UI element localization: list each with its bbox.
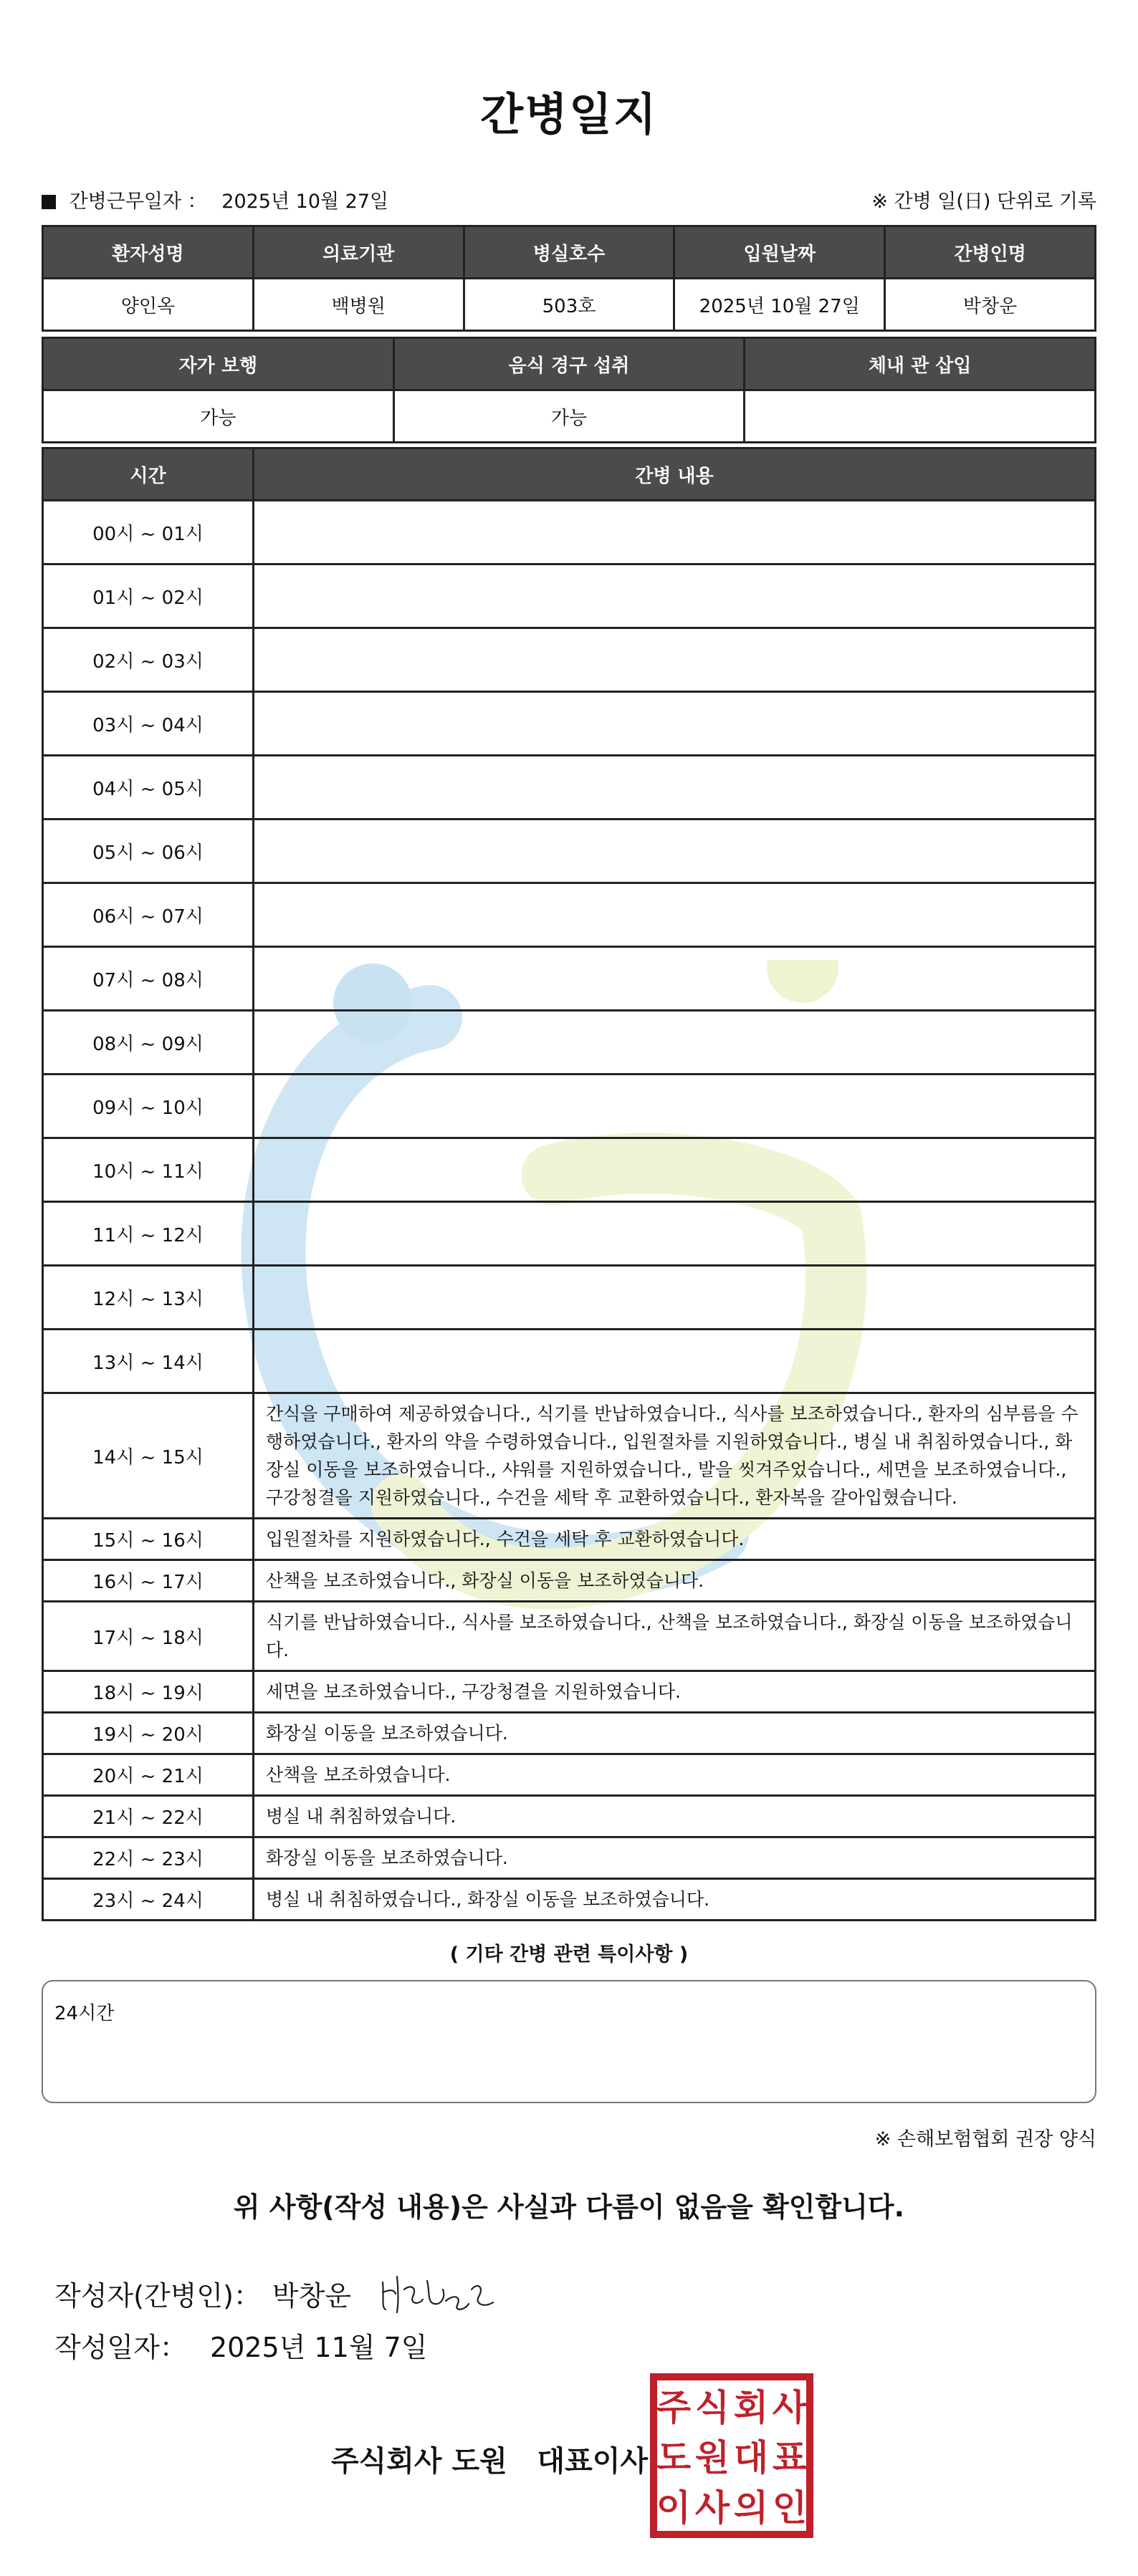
log-content: 병실 내 취침하였습니다. — [254, 1796, 1096, 1837]
seal-character: 사 — [694, 2487, 730, 2529]
record-note: ※ 간병 일(日) 단위로 기록 — [871, 190, 1096, 213]
recommend-note: ※ 손해보험협회 권장 양식 — [874, 2128, 1096, 2150]
company-representative: 주식회사 도원 대표이사 — [331, 2445, 649, 2478]
log-content: 간식을 구매하여 제공하였습니다., 식기를 반납하였습니다., 식사를 보조하였습니다., 환자의 심부름을 수행하였습니다., 환자의 약을 수령하였습니다., 입원절차를 지원하였습니다., 병실 내 취침하였습니다., 화장실 이동을 보조하였습니다., 샤워를 지원하였습니다., 발을 씻겨주었습니다., 세면을 보조하였습니다., 구강청결을 지원하였습니다., 수건을 세탁 후 교환하였습니다., 환자복을 갈아입혔습니다. — [254, 1393, 1096, 1519]
document-title: 간병일지 — [480, 88, 658, 140]
seal-character: 도 — [656, 2437, 692, 2479]
header-walking: 자가 보행 — [43, 338, 394, 390]
log-time: 21시 ~ 22시 — [43, 1796, 254, 1837]
log-time: 17시 ~ 18시 — [43, 1602, 254, 1671]
log-time: 08시 ~ 09시 — [43, 1011, 254, 1075]
log-time: 02시 ~ 03시 — [43, 628, 254, 692]
seal-character: 원 — [694, 2437, 730, 2479]
walking-value: 가능 — [43, 390, 394, 443]
log-row — [43, 1011, 1096, 1075]
log-row — [43, 1075, 1096, 1138]
log-time: 12시 ~ 13시 — [43, 1266, 254, 1330]
log-row — [43, 883, 1096, 947]
tube-value — [745, 390, 1096, 443]
seal-character: 이 — [656, 2487, 692, 2529]
log-row — [43, 947, 1096, 1011]
log-content — [254, 692, 1096, 756]
work-date-label: 간병근무일자 ： — [69, 190, 207, 213]
admission-date: 2025년 10월 27일 — [674, 279, 885, 331]
work-date — [42, 186, 388, 213]
log-time: 09시 ~ 10시 — [43, 1075, 254, 1138]
log-content — [254, 501, 1096, 564]
work-date-row — [42, 185, 1096, 213]
log-time: 14시 ~ 15시 — [43, 1393, 254, 1519]
log-content — [254, 947, 1096, 1011]
log-time: 10시 ~ 11시 — [43, 1138, 254, 1202]
log-time: 20시 ~ 21시 — [43, 1754, 254, 1796]
log-time: 05시 ~ 06시 — [43, 820, 254, 883]
header-caregiver: 간병인명 — [885, 226, 1096, 279]
log-time: 06시 ~ 07시 — [43, 883, 254, 947]
header-admission-date: 입원날짜 — [674, 226, 885, 279]
log-row — [43, 1837, 1096, 1879]
log-content — [254, 1330, 1096, 1393]
log-content — [254, 628, 1096, 692]
signature-image — [377, 2268, 506, 2318]
patient-info-table — [42, 225, 1096, 332]
care-log-table — [42, 447, 1096, 1921]
patient-status-table — [42, 337, 1096, 443]
header-time: 시간 — [43, 448, 254, 501]
log-content — [254, 883, 1096, 947]
seal-character: 의 — [733, 2487, 769, 2529]
oral-intake-value: 가능 — [393, 390, 745, 443]
log-time: 01시 ~ 02시 — [43, 564, 254, 628]
log-content: 병실 내 취침하였습니다., 화장실 이동을 보조하였습니다. — [254, 1879, 1096, 1921]
special-notes-content: 24시간 — [54, 2003, 115, 2024]
log-time: 18시 ~ 19시 — [43, 1671, 254, 1713]
log-time: 04시 ~ 05시 — [43, 756, 254, 820]
seal-character: 표 — [772, 2437, 808, 2479]
log-row — [43, 501, 1096, 564]
log-row — [43, 628, 1096, 692]
log-row — [43, 564, 1096, 628]
log-content: 화장실 이동을 보조하였습니다. — [254, 1713, 1096, 1754]
log-content: 식기를 반납하였습니다., 식사를 보조하였습니다., 산책을 보조하였습니다., 화장실 이동을 보조하였습니다. — [254, 1602, 1096, 1671]
written-date-row — [54, 2325, 427, 2365]
writer-row — [54, 2268, 506, 2318]
hospital: 백병원 — [253, 279, 464, 331]
log-row — [43, 1330, 1096, 1393]
log-content — [254, 756, 1096, 820]
log-time: 23시 ~ 24시 — [43, 1879, 254, 1921]
log-row — [43, 1796, 1096, 1837]
log-time: 22시 ~ 23시 — [43, 1837, 254, 1879]
special-notes-title: ( 기타 간병 관련 특이사항 ) — [449, 1943, 689, 1966]
log-content: 화장실 이동을 보조하였습니다. — [254, 1837, 1096, 1879]
log-row — [43, 820, 1096, 883]
log-content — [254, 1138, 1096, 1202]
header-room: 병실호수 — [464, 226, 674, 279]
log-content — [254, 1075, 1096, 1138]
log-time: 16시 ~ 17시 — [43, 1560, 254, 1602]
log-row — [43, 692, 1096, 756]
caregiver-name: 박창운 — [885, 279, 1096, 331]
header-care-content: 간병 내용 — [254, 448, 1096, 501]
log-row — [43, 1393, 1096, 1519]
log-row — [43, 1202, 1096, 1266]
log-time: 15시 ~ 16시 — [43, 1519, 254, 1560]
work-date-value: 2025년 10월 27일 — [221, 190, 389, 213]
written-date-label: 작성일자： — [54, 2332, 187, 2363]
log-content — [254, 1202, 1096, 1266]
log-content: 세면을 보조하였습니다., 구강청결을 지원하였습니다. — [254, 1671, 1096, 1713]
log-time: 19시 ~ 20시 — [43, 1713, 254, 1754]
writer-name: 박창운 — [272, 2279, 352, 2312]
confirmation-statement: 위 사항(작성 내용)은 사실과 다름이 없음을 확인합니다. — [233, 2191, 905, 2223]
company-seal-stamp — [649, 2373, 814, 2539]
header-patient-name: 환자성명 — [43, 226, 254, 279]
log-row — [43, 1754, 1096, 1796]
log-content: 입원절차를 지원하였습니다., 수건을 세탁 후 교환하였습니다. — [254, 1519, 1096, 1560]
log-time: 11시 ~ 12시 — [43, 1202, 254, 1266]
writer-label: 작성자(간병인)： — [54, 2279, 261, 2312]
log-content: 산책을 보조하였습니다. — [254, 1754, 1096, 1796]
header-oral-intake: 음식 경구 섭취 — [393, 338, 745, 390]
special-notes-box — [42, 1980, 1096, 2103]
log-content — [254, 820, 1096, 883]
log-content — [254, 564, 1096, 628]
log-row — [43, 1266, 1096, 1330]
room-number: 503호 — [464, 279, 674, 331]
seal-character: 주 — [656, 2387, 692, 2428]
seal-character: 인 — [772, 2487, 808, 2529]
header-tube: 체내 관 삽입 — [745, 338, 1096, 390]
patient-name: 양인옥 — [43, 279, 254, 331]
seal-character: 식 — [694, 2387, 730, 2428]
log-time: 03시 ~ 04시 — [43, 692, 254, 756]
log-row — [43, 1671, 1096, 1713]
log-row — [43, 1879, 1096, 1921]
seal-character: 사 — [772, 2387, 808, 2428]
log-row — [43, 1519, 1096, 1560]
log-content — [254, 1266, 1096, 1330]
log-row — [43, 1713, 1096, 1754]
seal-character: 회 — [733, 2387, 769, 2428]
log-time: 13시 ~ 14시 — [43, 1330, 254, 1393]
log-row — [43, 1602, 1096, 1671]
log-time: 07시 ~ 08시 — [43, 947, 254, 1011]
log-content — [254, 1011, 1096, 1075]
square-bullet-icon — [42, 195, 56, 209]
seal-character: 대 — [733, 2437, 769, 2479]
header-hospital: 의료기관 — [253, 226, 464, 279]
log-time: 00시 ~ 01시 — [43, 501, 254, 564]
log-row — [43, 1138, 1096, 1202]
log-row — [43, 756, 1096, 820]
log-content: 산책을 보조하였습니다., 화장실 이동을 보조하였습니다. — [254, 1560, 1096, 1602]
log-row — [43, 1560, 1096, 1602]
written-date-value: 2025년 11월 7일 — [209, 2332, 428, 2363]
